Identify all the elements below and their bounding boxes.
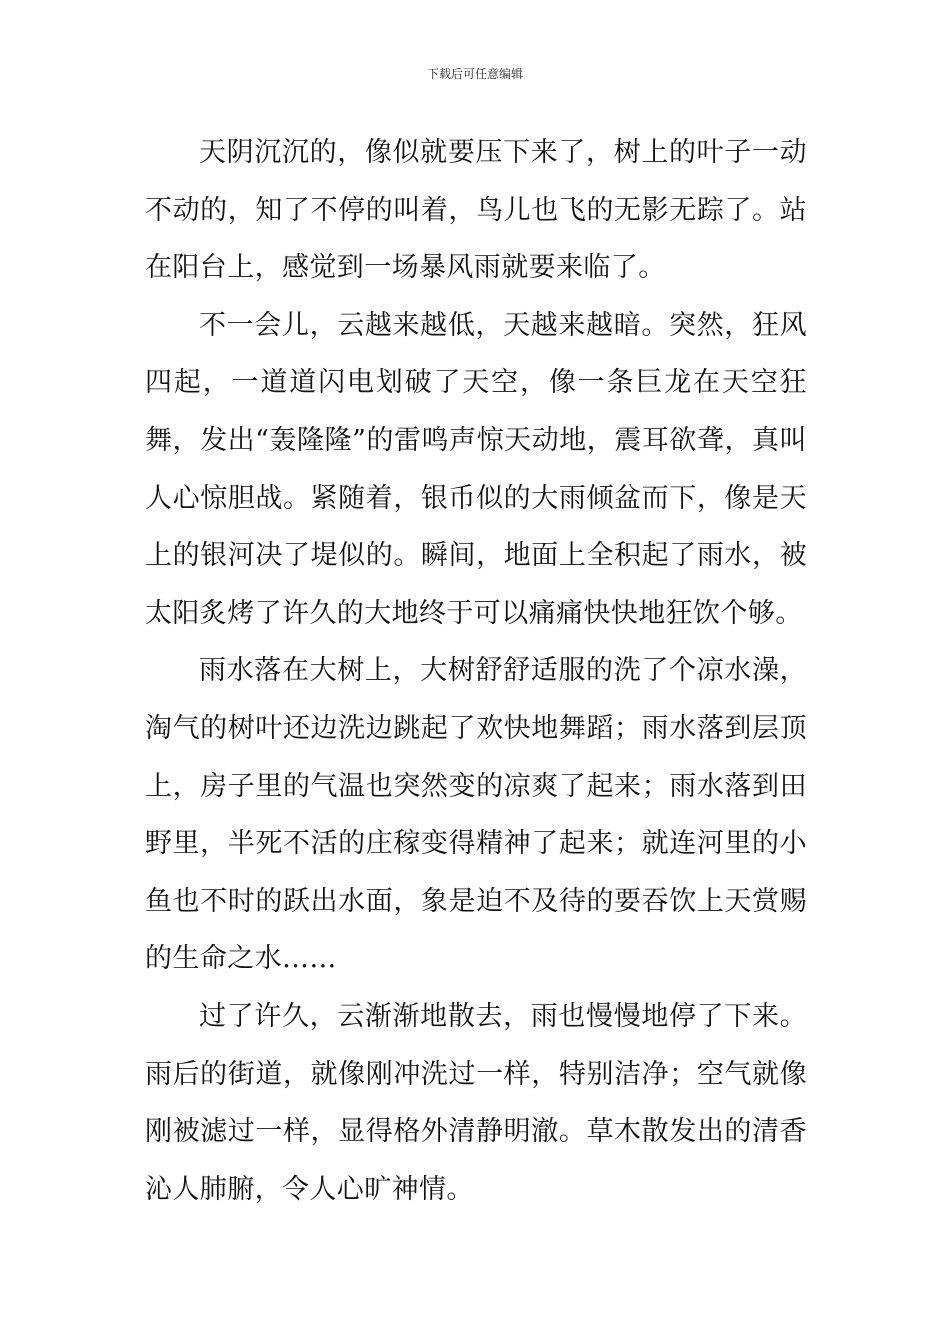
paragraph-2: 不一会儿，云越来越低，天越来越暗。突然，狂风四起，一道道闪电划破了天空，像一条巨龙在天空狂舞，发出“轰隆隆”的雷鸣声惊天动地，震耳欲聋，真叫人心惊胆战。紧随着，银币似的大雨倾盆而下，像是天上的银河决了堤似的。瞬间，地面上全积起了雨水，被太阳炙烤了许久的大地终于可以痛痛快快地狂饮个够。 — [145, 309, 807, 629]
paragraph-1: 天阴沉沉的，像似就要压下来了，树上的叶子一动不动的，知了不停的叫着，鸟儿也飞的无影无踪了。站在阳台上，感觉到一场暴风雨就要来临了。 — [145, 137, 807, 284]
paragraph-3: 雨水落在大树上，大树舒舒适服的洗了个凉水澡，淘气的树叶还边洗边跳起了欢快地舞蹈；雨水落到层顶上，房子里的气温也突然变的凉爽了起来；雨水落到田野里，半死不活的庄稼变得精神了起来；就连河里的小鱼也不时的跃出水面，象是迫不及待的要吞饮上天赏赐的生命之水…… — [145, 655, 807, 975]
article-body — [145, 124, 807, 1218]
page-header: 下载后可任意编辑 — [426, 67, 523, 81]
paragraph-4: 过了许久，云渐渐地散去，雨也慢慢地停了下来。雨后的街道，就像刚冲洗过一样，特别洁净；空气就像刚被滤过一样，显得格外清静明澈。草木散发出的清香沁人肺腑，令人心旷神情。 — [145, 1000, 807, 1205]
